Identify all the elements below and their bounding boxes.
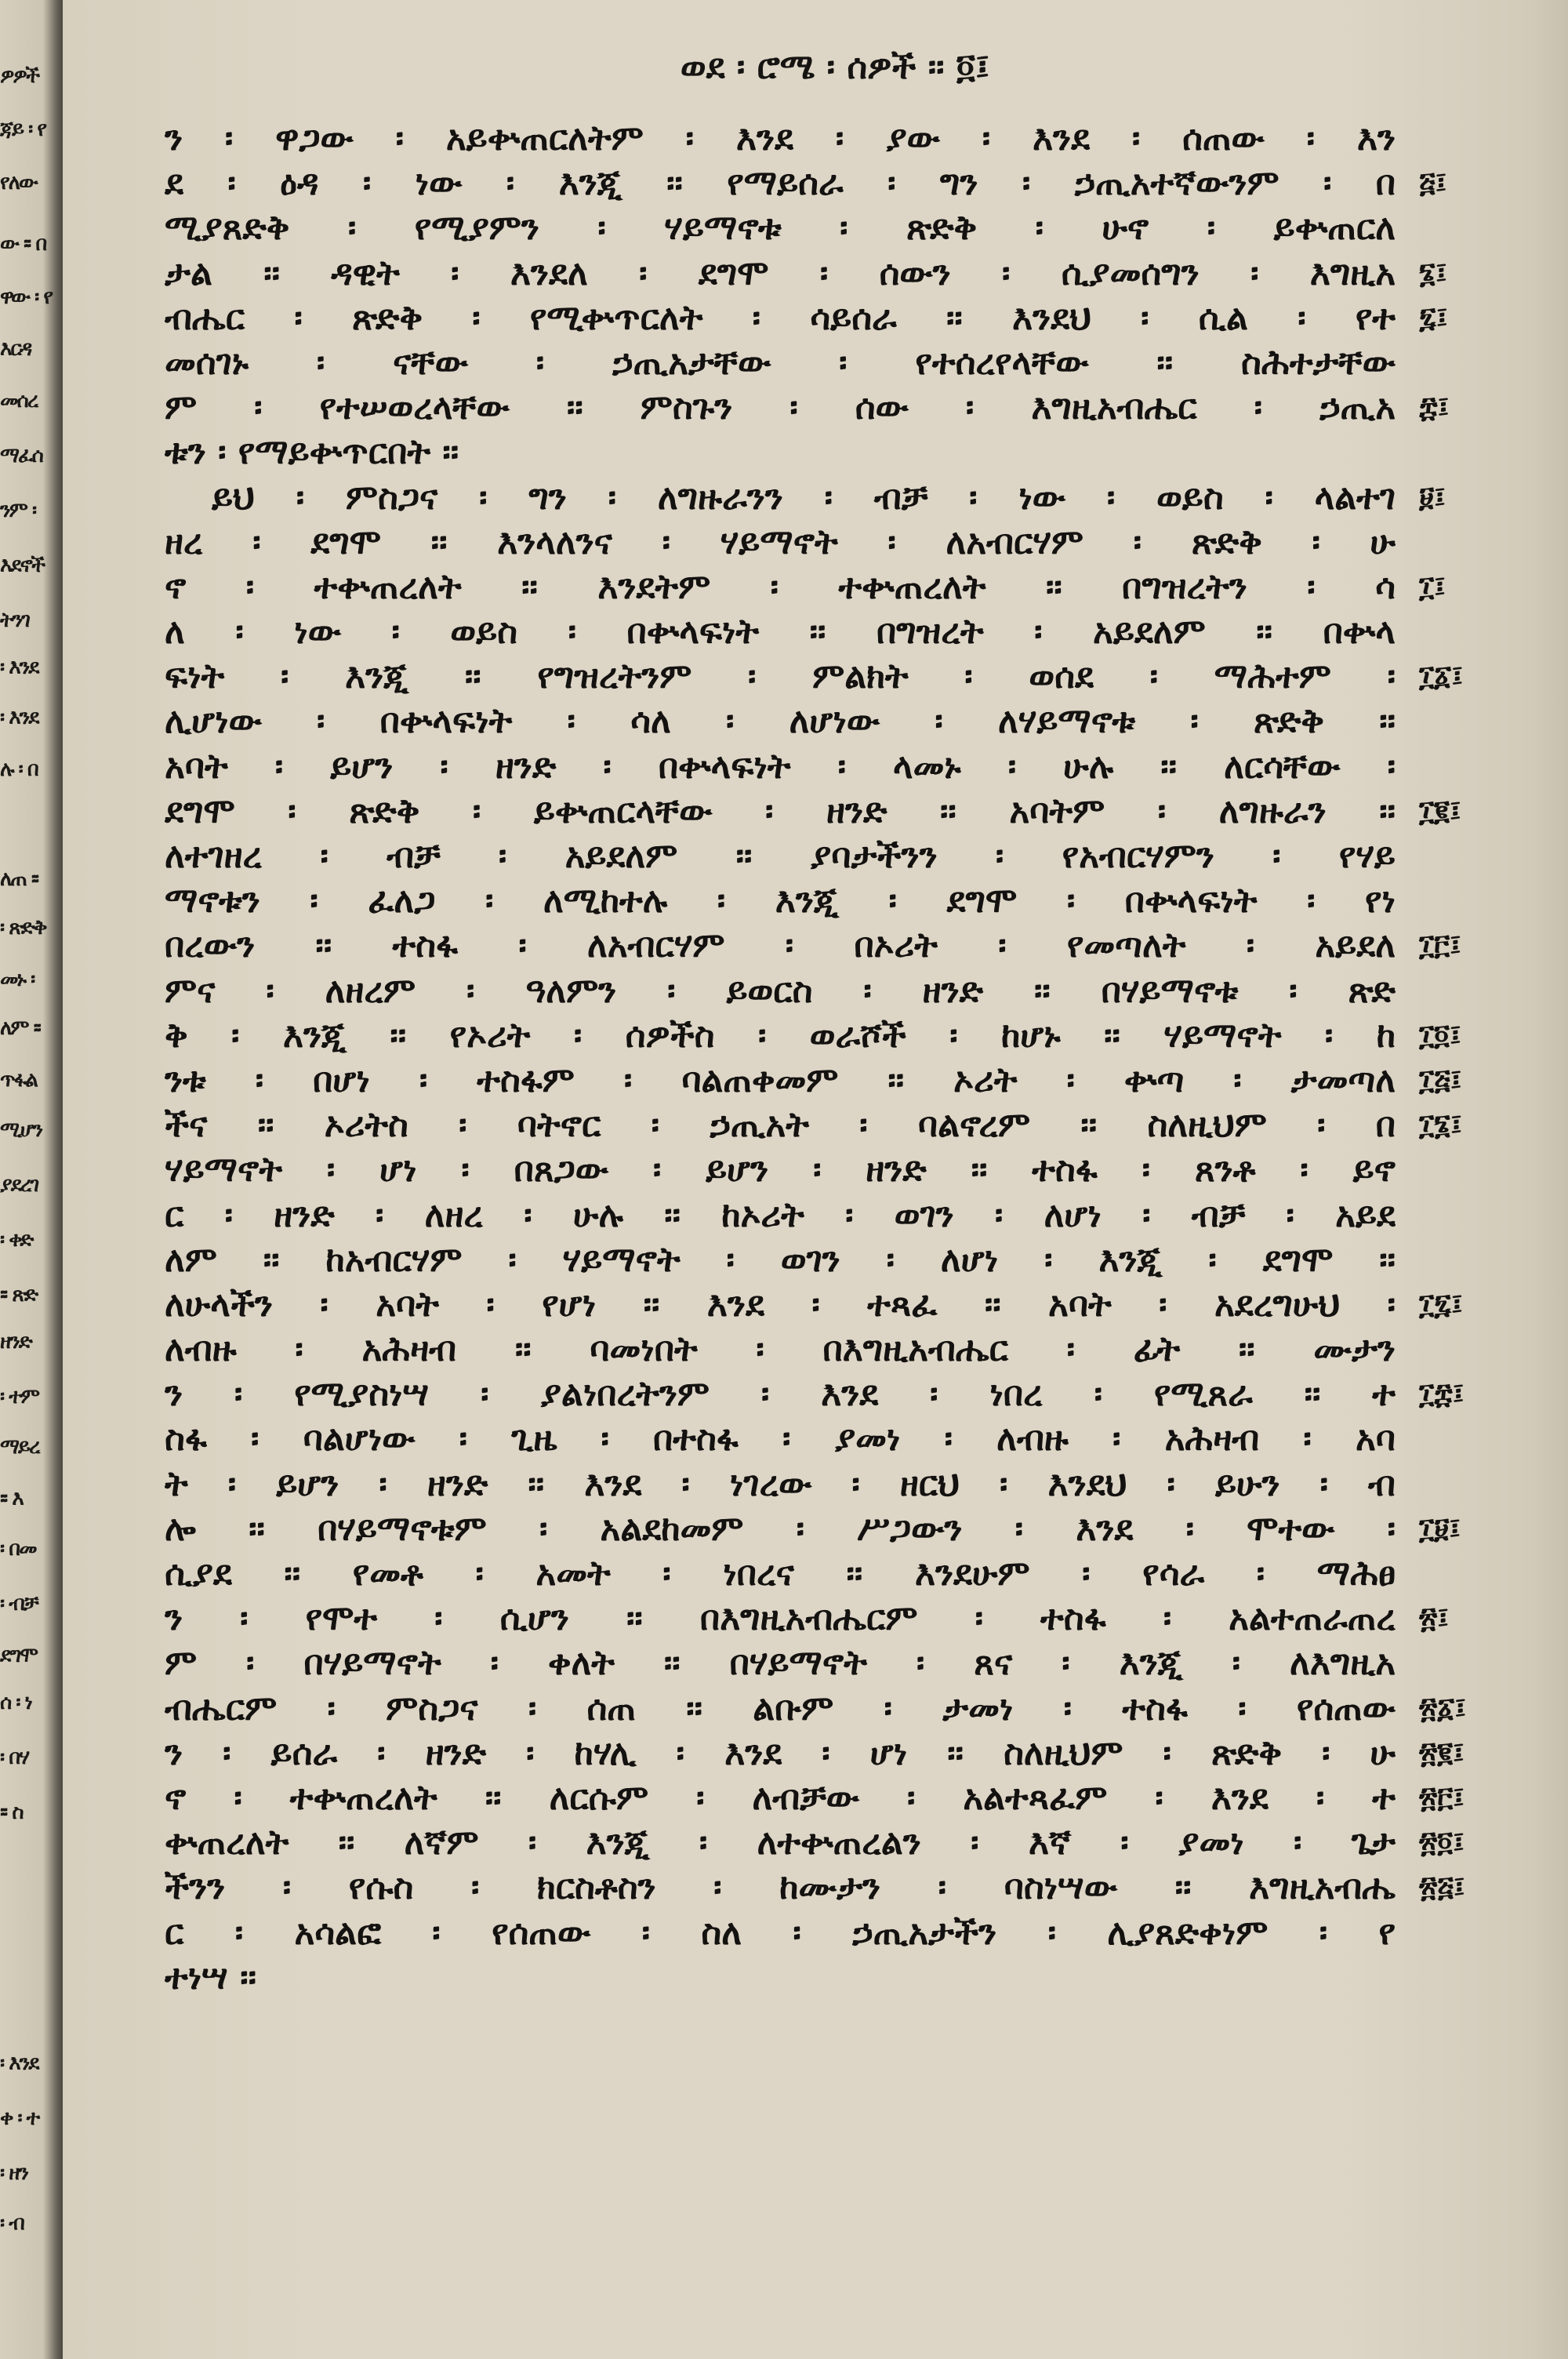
facing-page-edge bbox=[0, 0, 63, 2359]
text-line: ዘረ ፡ ደግሞ ፡፡ እንላለንና ፡ ሃይማኖት ፡ ለአብርሃም ፡ ጽድቅ ፡ ሁ bbox=[165, 522, 1396, 562]
verse-number: ፲፱፤ bbox=[1419, 1512, 1461, 1545]
text-line: ይህ ፡ ምስጋና ፡ ግን ፡ ለግዙራንን ፡ ብቻ ፡ ነው ፡ ወይስ ፡ ላልተገ bbox=[212, 477, 1396, 518]
verse-number bbox=[1419, 1955, 1505, 2000]
text-line: ለ ፡ ነው ፡ ወይስ ፡ በቍላፍነት ፡፡ በግዝረት ፡ አይደለም ፡፡ በቍላ bbox=[165, 612, 1396, 652]
verse-number bbox=[1419, 520, 1505, 565]
text-line: ሲያደ ፡፡ የመቶ ፡ አመት ፡ ነበረና ፡፡ እንደሁም ፡ የሳራ ፡ ማሕፀ bbox=[165, 1554, 1396, 1594]
facing-page-text-fragment: መኑ ፡ bbox=[0, 968, 34, 991]
facing-page-text-fragment: የለው bbox=[0, 171, 37, 194]
text-line: ን ፡ የሚያስነሣ ፡ ያልነበረትንም ፡ እንደ ፡ ነበረ ፡ የሚጸራ ፡፡ ተ bbox=[165, 1374, 1396, 1415]
text-line: ታል ፡፡ ዳዊት ፡ እንደለ ፡ ደግሞ ፡ ሰውን ፡ ሲያመሰግን ፡ እግዚአ bbox=[165, 253, 1396, 293]
facing-page-text-fragment: ፡ እንደ bbox=[0, 706, 38, 729]
facing-page-text-fragment: ፡ ቀድ bbox=[0, 1228, 33, 1252]
verse-number: ፲፪፤ bbox=[1419, 794, 1461, 827]
verse-number: ፲፭፤ bbox=[1419, 1063, 1462, 1096]
facing-page-text-fragment: ማፈሰ bbox=[0, 444, 42, 467]
facing-page-text-fragment: እደኖች bbox=[0, 554, 45, 577]
verse-number: ፳፭፤ bbox=[1419, 1871, 1465, 1904]
verse-number bbox=[1419, 116, 1505, 161]
text-line: ችንን ፡ የሱስ ፡ ክርስቶስን ፡ ከሙታን ፡ ባስነሣው ፡፡ እግዚአብሔ bbox=[165, 1867, 1396, 1908]
facing-page-text-fragment: ፡ እንደ bbox=[0, 2052, 38, 2075]
verse-number bbox=[1419, 834, 1505, 878]
text-line: ኖ ፡ ተቍጠረለት ፡፡ ለርሱም ፡ ለብቻው ፡ አልተጻፈም ፡ እንደ ፡ ተ bbox=[165, 1777, 1396, 1818]
verse-number: ፲፫፤ bbox=[1419, 929, 1461, 962]
verse-number: ፲፯፤ bbox=[1419, 1288, 1463, 1321]
facing-page-text-fragment: ሉ ፡ በ bbox=[0, 758, 38, 781]
verse-number bbox=[1419, 699, 1505, 743]
facing-page-text-fragment: ዋው ፡ የ bbox=[0, 285, 53, 309]
facing-page-text-fragment: ሰ ፡ ነ bbox=[0, 1691, 31, 1714]
facing-page-text-fragment: ፡ በመ bbox=[0, 1537, 36, 1561]
running-header: ወደ ፡ ሮሜ ፡ ሰዎች ፡፡ ፬፤ bbox=[680, 47, 990, 87]
verse-number: ፳፫፤ bbox=[1419, 1781, 1465, 1814]
verse-number bbox=[1419, 1551, 1505, 1596]
text-line: በረውን ፡፡ ተስፋ ፡ ለአብርሃም ፡ በኦሪት ፡ የመጣለት ፡ አይደለ bbox=[165, 925, 1396, 966]
facing-page-text-fragment: ንም ፡ bbox=[0, 499, 36, 522]
facing-page-text-fragment: ፡ ጽድቅ bbox=[0, 916, 46, 940]
text-line: ኖ ፡ ተቍጠረለት ፡፡ እንደትም ፡ ተቍጠረለት ፡፡ በግዝረትን ፡ ሳ bbox=[165, 566, 1396, 607]
verse-number: ፯፤ bbox=[1419, 301, 1448, 334]
text-line: ደግሞ ፡ ጽድቅ ፡ ይቍጠርላቸው ፡ ዘንድ ፡፡ አባትም ፡ ለግዙራን ፡፡ bbox=[165, 791, 1396, 831]
facing-page-text-fragment: ቀ ፡ ተ bbox=[0, 2106, 39, 2130]
facing-page-text-fragment: ጥፋል bbox=[0, 1068, 37, 1092]
verse-number: ፰፤ bbox=[1419, 391, 1450, 424]
text-line: አባት ፡ ይሆን ፡ ዘንድ ፡ በቍላፍነት ፡ ላመኑ ፡ ሁሉ ፡፡ ለርሳቸው ፡ bbox=[165, 746, 1396, 787]
verse-number: ፳፪፤ bbox=[1419, 1736, 1465, 1769]
text-line: ለብዙ ፡ አሕዛብ ፡፡ ባመነበት ፡ በእግዚአብሔር ፡ ፊት ፡፡ ሙታን bbox=[165, 1329, 1396, 1370]
verse-number: ፳፩፤ bbox=[1419, 1692, 1467, 1725]
verse-number bbox=[1419, 1462, 1505, 1507]
body-text bbox=[165, 116, 1396, 2000]
text-line: ደ ፡ ዕዳ ፡ ነው ፡ እንጂ ፡፡ የማይሰራ ፡ ግን ፡ ኃጢአተኛውንም ፡ በ bbox=[165, 163, 1396, 204]
text-line: ለም ፡፡ ከአብርሃም ፡ ሃይማኖት ፡ ወገን ፡ ለሆነ ፡ እንጂ ፡ ደግሞ ፡፡ bbox=[165, 1239, 1396, 1280]
text-line: ብሔር ፡ ጽድቅ ፡ የሚቍጥርለት ፡ ሳይሰራ ፡፡ እንደህ ፡ ሲል ፡ የተ bbox=[165, 297, 1396, 338]
verse-number: ፲፩፤ bbox=[1419, 660, 1464, 693]
verse-number-column bbox=[1419, 116, 1505, 2000]
facing-page-text-fragment: ፡ ተም bbox=[0, 1385, 39, 1408]
facing-page-text-fragment: ዎዎች bbox=[0, 64, 39, 88]
text-line: ት ፡ ይሆን ፡ ዘንድ ፡፡ እንደ ፡ ነገረው ፡ ዘርህ ፡ እንደህ ፡ ይሁን ፡ ብ bbox=[165, 1463, 1396, 1504]
text-line: ም ፡ በሃይማኖት ፡ ቀለት ፡፡ በሃይማኖት ፡ ጸና ፡ እንጂ ፡ ለእግዚአ bbox=[165, 1643, 1396, 1684]
verse-number: ፳፬፤ bbox=[1419, 1826, 1465, 1859]
verse-number bbox=[1419, 878, 1505, 923]
verse-number bbox=[1419, 609, 1505, 654]
verse-number bbox=[1419, 340, 1505, 385]
facing-page-text-fragment: ፡ እንደ bbox=[0, 656, 38, 679]
verse-number: ፲፮፤ bbox=[1419, 1109, 1462, 1142]
text-line: ለሁላችን ፡ አባት ፡ የሆነ ፡፡ እንደ ፡ ተጻፈ ፡፡ አባት ፡ አደረግሁህ ፡ bbox=[165, 1284, 1396, 1325]
facing-page-text-fragment: ፡፡ ጽድ bbox=[0, 1283, 38, 1307]
text-line: ቅ ፡ እንጂ ፡፡ የኦሪት ፡ ሰዎችስ ፡ ወራሾች ፡ ከሆኑ ፡፡ ሃይማኖት ፡ ከ bbox=[165, 1015, 1396, 1056]
text-line: ን ፡ የሞተ ፡ ሲሆን ፡፡ በእግዚአብሔርም ፡ ተስፋ ፡ አልተጠራጠረ bbox=[165, 1598, 1396, 1639]
text-line: ቱን ፡ የማይቍጥርበት ፡፡ bbox=[165, 432, 459, 473]
verse-number: ፭፤ bbox=[1419, 167, 1447, 200]
verse-number bbox=[1419, 1238, 1505, 1282]
verse-number bbox=[1419, 1147, 1505, 1192]
verse-number: ፮፤ bbox=[1419, 256, 1447, 289]
verse-number bbox=[1419, 744, 1505, 789]
text-line: ር ፡ አሳልፎ ፡ የሰጠው ፡ ስለ ፡ ኃጢአታችን ፡ ሊያጸድቀነም ፡ የ bbox=[165, 1912, 1396, 1953]
facing-page-text-fragment: ፡ በሃ bbox=[0, 1746, 29, 1769]
verse-number bbox=[1419, 1641, 1505, 1685]
facing-page-text-fragment: ፡፡ እ bbox=[0, 1487, 23, 1510]
verse-number bbox=[1419, 1327, 1505, 1372]
facing-page-text-fragment: ሚሆን bbox=[0, 1118, 42, 1142]
verse-number: ፱፤ bbox=[1419, 481, 1446, 514]
text-line: ሎ ፡፡ በሃይማኖቱም ፡ አልደከመም ፡ ሥጋውን ፡ እንደ ፡ ሞተው ፡ bbox=[165, 1508, 1396, 1549]
verse-number: ፲፤ bbox=[1419, 570, 1446, 603]
verse-number: ፳፤ bbox=[1419, 1602, 1450, 1635]
facing-page-text-fragment: ለም ፡፡ bbox=[0, 1016, 40, 1040]
verse-number bbox=[1419, 1416, 1505, 1461]
facing-page-text-fragment: ማይረ bbox=[0, 1435, 39, 1459]
verse-number bbox=[1419, 1193, 1505, 1238]
text-line: ፍነት ፡ እንጂ ፡፡ የግዝረትንም ፡ ምልክት ፡ ወሰደ ፡ ማሕተም ፡ bbox=[165, 656, 1396, 697]
verse-number bbox=[1419, 1910, 1505, 1955]
facing-page-text-fragment: ፡ ብቻ bbox=[0, 1592, 38, 1616]
text-line: ችና ፡፡ ኦሪትስ ፡ ባትኖር ፡ ኃጢአት ፡ ባልኖረም ፡፡ ስለዚህም ፡ በ bbox=[165, 1105, 1396, 1146]
text-line: ብሔርም ፡ ምስጋና ፡ ሰጠ ፡፡ ልቡም ፡ ታመነ ፡ ተስፋ ፡ የሰጠው bbox=[165, 1688, 1396, 1728]
text-line: ር ፡ ዘንድ ፡ ለዘረ ፡ ሁሉ ፡፡ ከኦሪት ፡ ወገን ፡ ለሆነ ፡ ብቻ ፡ አይደ bbox=[165, 1194, 1396, 1235]
facing-page-text-fragment: ፡ ብ bbox=[0, 2212, 24, 2235]
facing-page-text-fragment: ለጠ ፡፡ bbox=[0, 867, 38, 891]
text-line: ን ፡ ይሰራ ፡ ዘንድ ፡ ከሃሊ ፡ እንደ ፡ ሆነ ፡፡ ስለዚህም ፡ ጽድቅ ፡ ሁ bbox=[165, 1732, 1396, 1773]
text-line: ማኖቱን ፡ ፈለጋ ፡ ለሚከተሉ ፡ እንጂ ፡ ደግሞ ፡ በቍላፍነት ፡ የነ bbox=[165, 881, 1396, 921]
text-line: ሃይማኖት ፡ ሆነ ፡ በጸጋው ፡ ይሆን ፡ ዘንድ ፡፡ ተስፋ ፡ ጸንቶ ፡ ይኖ bbox=[165, 1150, 1396, 1190]
facing-page-text-fragment: ያደረገ bbox=[0, 1173, 38, 1197]
text-line: ም ፡ የተሠወረላቸው ፡፡ ምስጉን ፡ ሰው ፡ እግዚአብሔር ፡ ኃጢአ bbox=[165, 387, 1396, 428]
facing-page-text-fragment: ፡፡ ስ bbox=[0, 1801, 23, 1824]
verse-number bbox=[1419, 969, 1505, 1013]
verse-number bbox=[1419, 205, 1505, 250]
verse-number: ፲፰፤ bbox=[1419, 1378, 1465, 1411]
facing-page-text-fragment: ደግሞ bbox=[0, 1644, 38, 1667]
facing-page-text-fragment: ትንገ bbox=[0, 609, 30, 632]
text-line: ንቱ ፡ በሆነ ፡ ተስፋም ፡ ባልጠቀመም ፡፡ ኦሪት ፡ ቍጣ ፡ ታመጣለ bbox=[165, 1060, 1396, 1100]
facing-page-text-fragment: ጃይ ፡ የ bbox=[0, 118, 46, 141]
text-line: ን ፡ ዋጋው ፡ አይቍጠርለትም ፡ እንደ ፡ ያው ፡ እንደ ፡ ሰጠው ፡ እን bbox=[165, 118, 1396, 158]
verse-number: ፲፬፤ bbox=[1419, 1019, 1461, 1052]
text-line: ተነሣ ፡፡ bbox=[165, 1957, 256, 1997]
text-line: ቍጠረለት ፡፡ ለኛም ፡ እንጂ ፡ ለተቍጠረልን ፡ እኛ ፡ ያመነ ፡ ጌታ bbox=[165, 1823, 1396, 1863]
facing-page-text-fragment: ዘንድ bbox=[0, 1330, 31, 1354]
facing-page-text-fragment: ፡ ዘን bbox=[0, 2161, 27, 2185]
text-line: ሊሆነው ፡ በቍላፍነት ፡ ሳለ ፡ ለሆነው ፡ ለሃይማኖቱ ፡ ጽድቅ ፡፡ bbox=[165, 701, 1396, 742]
verse-number bbox=[1419, 430, 1505, 474]
text-line: ለተገዘረ ፡ ብቻ ፡ አይደለም ፡፡ ያባታችንን ፡ የአብርሃምን ፡ የሃይ bbox=[165, 836, 1396, 876]
facing-page-text-fragment: እርዳ bbox=[0, 337, 31, 361]
facing-page-text-fragment: ው ፡፡ በ bbox=[0, 232, 46, 256]
text-line: ስፋ ፡ ባልሆነው ፡ ጊዜ ፡ በተስፋ ፡ ያመነ ፡ ለብዙ ፡ አሕዛብ ፡ አባ bbox=[165, 1419, 1396, 1459]
text-line: መሰገኑ ፡ ናቸው ፡ ኃጢአታቸው ፡ የተሰረየላቸው ፡፡ ስሕተታቸው bbox=[165, 342, 1396, 383]
facing-page-text-fragment: መሰረ bbox=[0, 389, 38, 413]
text-line: ሚያጸድቅ ፡ የሚያምን ፡ ሃይማኖቱ ፡ ጽድቅ ፡ ሁኖ ፡ ይቍጠርለ bbox=[165, 208, 1396, 249]
text-line: ምና ፡ ለዘረም ፡ ዓለምን ፡ ይወርስ ፡ ዘንድ ፡፡ በሃይማኖቱ ፡ ጽድ bbox=[165, 970, 1396, 1011]
